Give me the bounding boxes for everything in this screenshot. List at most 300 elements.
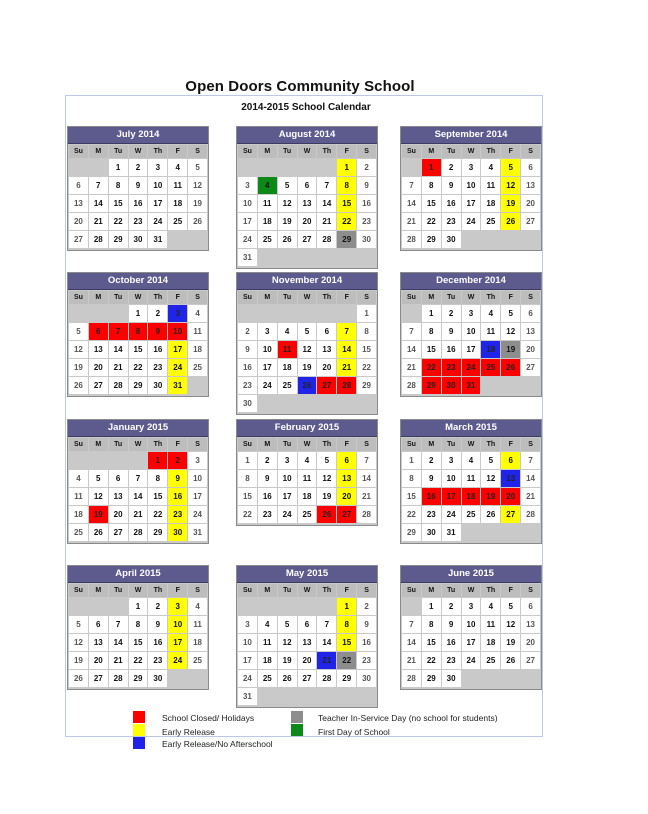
weekday-label: Tu xyxy=(109,291,128,304)
day-cell: 4 xyxy=(278,323,297,340)
weekday-label: F xyxy=(501,584,520,597)
day-cell: 4 xyxy=(481,159,500,176)
day-cell: 29 xyxy=(422,231,441,248)
day-cell: 5 xyxy=(69,323,88,340)
day-cell: 19 xyxy=(481,488,500,505)
weekday-label: Th xyxy=(317,584,336,597)
month-title: September 2014 xyxy=(401,127,541,144)
weekday-label: Th xyxy=(148,291,167,304)
day-cell: 6 xyxy=(317,323,336,340)
day-cell: 7 xyxy=(402,616,421,633)
day-cell: 15 xyxy=(148,488,167,505)
day-cell: 19 xyxy=(278,213,297,230)
empty-cell xyxy=(317,598,336,615)
day-cell: 23 xyxy=(442,213,461,230)
empty-cell xyxy=(462,670,481,687)
day-cell: 13 xyxy=(501,470,520,487)
day-cell: 15 xyxy=(422,195,441,212)
day-cell: 18 xyxy=(481,195,500,212)
month-title: August 2014 xyxy=(237,127,377,144)
day-cell: 8 xyxy=(337,616,356,633)
empty-cell xyxy=(521,670,540,687)
day-cell: 6 xyxy=(337,452,356,469)
month-calendar xyxy=(67,565,209,690)
day-cell: 2 xyxy=(148,598,167,615)
day-cell: 3 xyxy=(168,305,187,322)
day-cell: 20 xyxy=(298,213,317,230)
month-calendar xyxy=(400,419,542,544)
day-cell: 25 xyxy=(69,524,88,541)
day-cell: 6 xyxy=(521,305,540,322)
empty-cell xyxy=(258,688,277,705)
day-cell: 16 xyxy=(357,195,376,212)
day-cell: 14 xyxy=(521,470,540,487)
day-cell: 10 xyxy=(168,616,187,633)
day-cell: 11 xyxy=(168,177,187,194)
day-cell: 19 xyxy=(89,506,108,523)
weekday-label: Th xyxy=(148,584,167,597)
month-grid xyxy=(401,583,541,689)
day-cell: 29 xyxy=(148,524,167,541)
day-cell: 4 xyxy=(481,598,500,615)
day-cell: 8 xyxy=(357,323,376,340)
day-cell: 3 xyxy=(462,159,481,176)
day-cell: 2 xyxy=(442,159,461,176)
day-cell: 16 xyxy=(238,359,257,376)
day-cell: 11 xyxy=(69,488,88,505)
weekday-label: Su xyxy=(238,145,257,158)
day-cell: 1 xyxy=(129,305,148,322)
day-cell: 21 xyxy=(357,488,376,505)
day-cell: 10 xyxy=(258,341,277,358)
weekday-label: F xyxy=(168,291,187,304)
legend-label-early-release-no-afterschool: Early Release/No Afterschool xyxy=(162,739,273,749)
day-cell: 1 xyxy=(148,452,167,469)
day-cell: 30 xyxy=(357,670,376,687)
day-cell: 21 xyxy=(129,506,148,523)
empty-cell xyxy=(258,159,277,176)
empty-cell xyxy=(298,305,317,322)
day-cell: 26 xyxy=(278,231,297,248)
day-cell: 22 xyxy=(357,359,376,376)
day-cell: 15 xyxy=(129,634,148,651)
day-cell: 5 xyxy=(317,452,336,469)
weekday-label: S xyxy=(188,145,207,158)
month-title: February 2015 xyxy=(237,420,377,437)
day-cell: 31 xyxy=(442,524,461,541)
weekday-label: M xyxy=(258,438,277,451)
day-cell: 12 xyxy=(278,634,297,651)
day-cell: 29 xyxy=(337,670,356,687)
day-cell: 18 xyxy=(481,634,500,651)
day-cell: 19 xyxy=(188,195,207,212)
day-cell: 14 xyxy=(317,195,336,212)
day-cell: 10 xyxy=(148,177,167,194)
day-cell: 30 xyxy=(442,377,461,394)
weekday-label: Tu xyxy=(278,438,297,451)
empty-cell xyxy=(89,305,108,322)
day-cell: 12 xyxy=(317,470,336,487)
day-cell: 20 xyxy=(298,652,317,669)
weekday-label: Tu xyxy=(278,145,297,158)
weekday-label: Th xyxy=(481,145,500,158)
weekday-label: S xyxy=(521,145,540,158)
day-cell: 7 xyxy=(109,616,128,633)
day-cell: 6 xyxy=(298,616,317,633)
day-cell: 10 xyxy=(238,634,257,651)
day-cell: 7 xyxy=(317,177,336,194)
day-cell: 29 xyxy=(109,231,128,248)
month-calendar xyxy=(236,126,378,269)
empty-cell xyxy=(89,159,108,176)
day-cell: 4 xyxy=(258,177,277,194)
empty-cell xyxy=(501,670,520,687)
weekday-label: W xyxy=(129,438,148,451)
weekday-label: M xyxy=(422,291,441,304)
month-calendar xyxy=(400,565,542,690)
day-cell: 1 xyxy=(422,305,441,322)
day-cell: 10 xyxy=(462,177,481,194)
day-cell: 7 xyxy=(402,177,421,194)
day-cell: 29 xyxy=(357,377,376,394)
day-cell: 3 xyxy=(168,598,187,615)
weekday-label: S xyxy=(188,291,207,304)
day-cell: 27 xyxy=(109,524,128,541)
page-subtitle: 2014-2015 School Calendar xyxy=(241,102,371,113)
weekday-label: Th xyxy=(148,145,167,158)
day-cell: 20 xyxy=(109,506,128,523)
day-cell: 13 xyxy=(298,195,317,212)
day-cell: 27 xyxy=(298,670,317,687)
weekday-label: W xyxy=(462,145,481,158)
day-cell: 20 xyxy=(89,652,108,669)
month-grid xyxy=(401,144,541,250)
day-cell: 8 xyxy=(129,323,148,340)
day-cell: 27 xyxy=(317,377,336,394)
day-cell: 12 xyxy=(188,177,207,194)
day-cell: 5 xyxy=(89,470,108,487)
weekday-label: Tu xyxy=(109,438,128,451)
day-cell: 24 xyxy=(238,670,257,687)
day-cell: 19 xyxy=(501,341,520,358)
day-cell: 11 xyxy=(258,195,277,212)
empty-cell xyxy=(357,395,376,412)
day-cell: 20 xyxy=(521,195,540,212)
day-cell: 27 xyxy=(337,506,356,523)
month-title: May 2015 xyxy=(237,566,377,583)
day-cell: 27 xyxy=(89,670,108,687)
weekday-label: S xyxy=(521,584,540,597)
weekday-label: Th xyxy=(148,438,167,451)
day-cell: 26 xyxy=(69,670,88,687)
day-cell: 6 xyxy=(109,470,128,487)
empty-cell xyxy=(258,249,277,266)
day-cell: 17 xyxy=(462,195,481,212)
day-cell: 12 xyxy=(481,470,500,487)
day-cell: 29 xyxy=(129,670,148,687)
day-cell: 21 xyxy=(337,359,356,376)
weekday-label: Su xyxy=(238,584,257,597)
day-cell: 21 xyxy=(402,213,421,230)
day-cell: 25 xyxy=(168,213,187,230)
day-cell: 5 xyxy=(298,323,317,340)
empty-cell xyxy=(521,231,540,248)
day-cell: 18 xyxy=(188,341,207,358)
day-cell: 30 xyxy=(238,395,257,412)
day-cell: 20 xyxy=(501,488,520,505)
empty-cell xyxy=(337,249,356,266)
day-cell: 13 xyxy=(521,323,540,340)
day-cell: 20 xyxy=(89,359,108,376)
weekday-label: F xyxy=(168,438,187,451)
weekday-label: F xyxy=(337,145,356,158)
day-cell: 30 xyxy=(442,670,461,687)
empty-cell xyxy=(129,452,148,469)
day-cell: 30 xyxy=(148,377,167,394)
day-cell: 23 xyxy=(357,652,376,669)
empty-cell xyxy=(69,305,88,322)
empty-cell xyxy=(298,598,317,615)
day-cell: 21 xyxy=(521,488,540,505)
empty-cell xyxy=(258,395,277,412)
empty-cell xyxy=(168,670,187,687)
day-cell: 24 xyxy=(462,213,481,230)
day-cell: 15 xyxy=(357,341,376,358)
weekday-label: S xyxy=(357,291,376,304)
day-cell: 1 xyxy=(109,159,128,176)
day-cell: 19 xyxy=(501,195,520,212)
day-cell: 22 xyxy=(402,506,421,523)
day-cell: 20 xyxy=(521,341,540,358)
weekday-label: F xyxy=(501,145,520,158)
day-cell: 16 xyxy=(258,488,277,505)
day-cell: 16 xyxy=(442,634,461,651)
month-grid xyxy=(68,437,208,543)
weekday-label: W xyxy=(462,584,481,597)
empty-cell xyxy=(501,377,520,394)
day-cell: 3 xyxy=(258,323,277,340)
day-cell: 25 xyxy=(278,377,297,394)
month-grid xyxy=(401,290,541,396)
day-cell: 26 xyxy=(501,652,520,669)
day-cell: 26 xyxy=(69,377,88,394)
month-grid xyxy=(237,583,377,707)
weekday-label: Su xyxy=(402,145,421,158)
day-cell: 6 xyxy=(89,616,108,633)
day-cell: 19 xyxy=(69,359,88,376)
empty-cell xyxy=(481,670,500,687)
empty-cell xyxy=(298,249,317,266)
weekday-label: Tu xyxy=(278,584,297,597)
day-cell: 22 xyxy=(337,652,356,669)
day-cell: 7 xyxy=(109,323,128,340)
day-cell: 27 xyxy=(521,213,540,230)
day-cell: 21 xyxy=(109,652,128,669)
day-cell: 30 xyxy=(422,524,441,541)
day-cell: 12 xyxy=(501,616,520,633)
day-cell: 11 xyxy=(188,616,207,633)
day-cell: 18 xyxy=(168,195,187,212)
day-cell: 4 xyxy=(188,598,207,615)
empty-cell xyxy=(69,159,88,176)
day-cell: 17 xyxy=(258,359,277,376)
day-cell: 15 xyxy=(337,634,356,651)
day-cell: 11 xyxy=(298,470,317,487)
day-cell: 16 xyxy=(168,488,187,505)
weekday-label: M xyxy=(89,438,108,451)
day-cell: 16 xyxy=(442,341,461,358)
day-cell: 27 xyxy=(521,359,540,376)
day-cell: 12 xyxy=(278,195,297,212)
day-cell: 14 xyxy=(109,341,128,358)
day-cell: 3 xyxy=(238,616,257,633)
legend-swatch-early-release-no-afterschool xyxy=(133,737,145,749)
month-grid xyxy=(237,437,377,525)
day-cell: 18 xyxy=(278,359,297,376)
day-cell: 17 xyxy=(168,634,187,651)
day-cell: 16 xyxy=(148,634,167,651)
day-cell: 25 xyxy=(258,231,277,248)
day-cell: 7 xyxy=(129,470,148,487)
month-grid xyxy=(68,290,208,396)
empty-cell xyxy=(402,598,421,615)
day-cell: 25 xyxy=(462,506,481,523)
weekday-label: Su xyxy=(69,145,88,158)
day-cell: 18 xyxy=(481,341,500,358)
month-title: December 2014 xyxy=(401,273,541,290)
day-cell: 2 xyxy=(442,598,461,615)
day-cell: 26 xyxy=(481,506,500,523)
day-cell: 23 xyxy=(442,652,461,669)
day-cell: 16 xyxy=(148,341,167,358)
page-title: Open Doors Community School xyxy=(185,78,415,95)
weekday-label: S xyxy=(357,145,376,158)
day-cell: 18 xyxy=(188,634,207,651)
day-cell: 4 xyxy=(168,159,187,176)
day-cell: 13 xyxy=(109,488,128,505)
weekday-label: Th xyxy=(317,438,336,451)
day-cell: 11 xyxy=(481,323,500,340)
day-cell: 22 xyxy=(422,213,441,230)
day-cell: 28 xyxy=(521,506,540,523)
weekday-label: F xyxy=(501,438,520,451)
empty-cell xyxy=(109,452,128,469)
day-cell: 13 xyxy=(521,177,540,194)
day-cell: 22 xyxy=(422,359,441,376)
day-cell: 22 xyxy=(148,506,167,523)
month-title: July 2014 xyxy=(68,127,208,144)
month-title: January 2015 xyxy=(68,420,208,437)
day-cell: 26 xyxy=(317,506,336,523)
day-cell: 13 xyxy=(89,341,108,358)
weekday-label: M xyxy=(258,145,277,158)
day-cell: 18 xyxy=(462,488,481,505)
weekday-label: Su xyxy=(238,438,257,451)
day-cell: 11 xyxy=(481,177,500,194)
day-cell: 2 xyxy=(238,323,257,340)
day-cell: 19 xyxy=(501,634,520,651)
empty-cell xyxy=(278,159,297,176)
empty-cell xyxy=(481,231,500,248)
month-title: March 2015 xyxy=(401,420,541,437)
day-cell: 27 xyxy=(89,377,108,394)
day-cell: 11 xyxy=(481,616,500,633)
day-cell: 9 xyxy=(422,470,441,487)
day-cell: 28 xyxy=(317,670,336,687)
day-cell: 4 xyxy=(188,305,207,322)
day-cell: 29 xyxy=(422,377,441,394)
day-cell: 14 xyxy=(337,341,356,358)
day-cell: 13 xyxy=(298,634,317,651)
day-cell: 14 xyxy=(402,341,421,358)
day-cell: 25 xyxy=(258,670,277,687)
empty-cell xyxy=(462,231,481,248)
empty-cell xyxy=(298,688,317,705)
day-cell: 14 xyxy=(402,634,421,651)
day-cell: 3 xyxy=(238,177,257,194)
day-cell: 30 xyxy=(148,670,167,687)
day-cell: 23 xyxy=(258,506,277,523)
day-cell: 9 xyxy=(357,177,376,194)
day-cell: 7 xyxy=(357,452,376,469)
day-cell: 13 xyxy=(69,195,88,212)
month-calendar xyxy=(67,419,209,544)
day-cell: 25 xyxy=(481,359,500,376)
weekday-label: S xyxy=(357,438,376,451)
weekday-label: Tu xyxy=(442,584,461,597)
day-cell: 10 xyxy=(462,323,481,340)
day-cell: 17 xyxy=(188,488,207,505)
day-cell: 1 xyxy=(238,452,257,469)
day-cell: 6 xyxy=(501,452,520,469)
weekday-label: Su xyxy=(238,291,257,304)
day-cell: 9 xyxy=(168,470,187,487)
empty-cell xyxy=(89,452,108,469)
day-cell: 1 xyxy=(402,452,421,469)
empty-cell xyxy=(402,305,421,322)
day-cell: 19 xyxy=(317,488,336,505)
day-cell: 6 xyxy=(69,177,88,194)
empty-cell xyxy=(521,377,540,394)
day-cell: 24 xyxy=(148,213,167,230)
day-cell: 15 xyxy=(337,195,356,212)
empty-cell xyxy=(462,524,481,541)
day-cell: 31 xyxy=(168,377,187,394)
day-cell: 2 xyxy=(422,452,441,469)
empty-cell xyxy=(317,159,336,176)
day-cell: 20 xyxy=(337,488,356,505)
month-calendar xyxy=(236,419,378,526)
day-cell: 8 xyxy=(109,177,128,194)
day-cell: 25 xyxy=(188,359,207,376)
weekday-label: F xyxy=(168,145,187,158)
day-cell: 9 xyxy=(442,323,461,340)
day-cell: 1 xyxy=(337,159,356,176)
legend-label-first-day: First Day of School xyxy=(318,727,390,737)
day-cell: 24 xyxy=(188,506,207,523)
day-cell: 20 xyxy=(521,634,540,651)
day-cell: 4 xyxy=(69,470,88,487)
day-cell: 10 xyxy=(238,195,257,212)
day-cell: 2 xyxy=(442,305,461,322)
day-cell: 3 xyxy=(278,452,297,469)
day-cell: 21 xyxy=(317,213,336,230)
empty-cell xyxy=(69,598,88,615)
weekday-label: S xyxy=(188,584,207,597)
day-cell: 17 xyxy=(168,341,187,358)
day-cell: 24 xyxy=(462,652,481,669)
day-cell: 2 xyxy=(168,452,187,469)
